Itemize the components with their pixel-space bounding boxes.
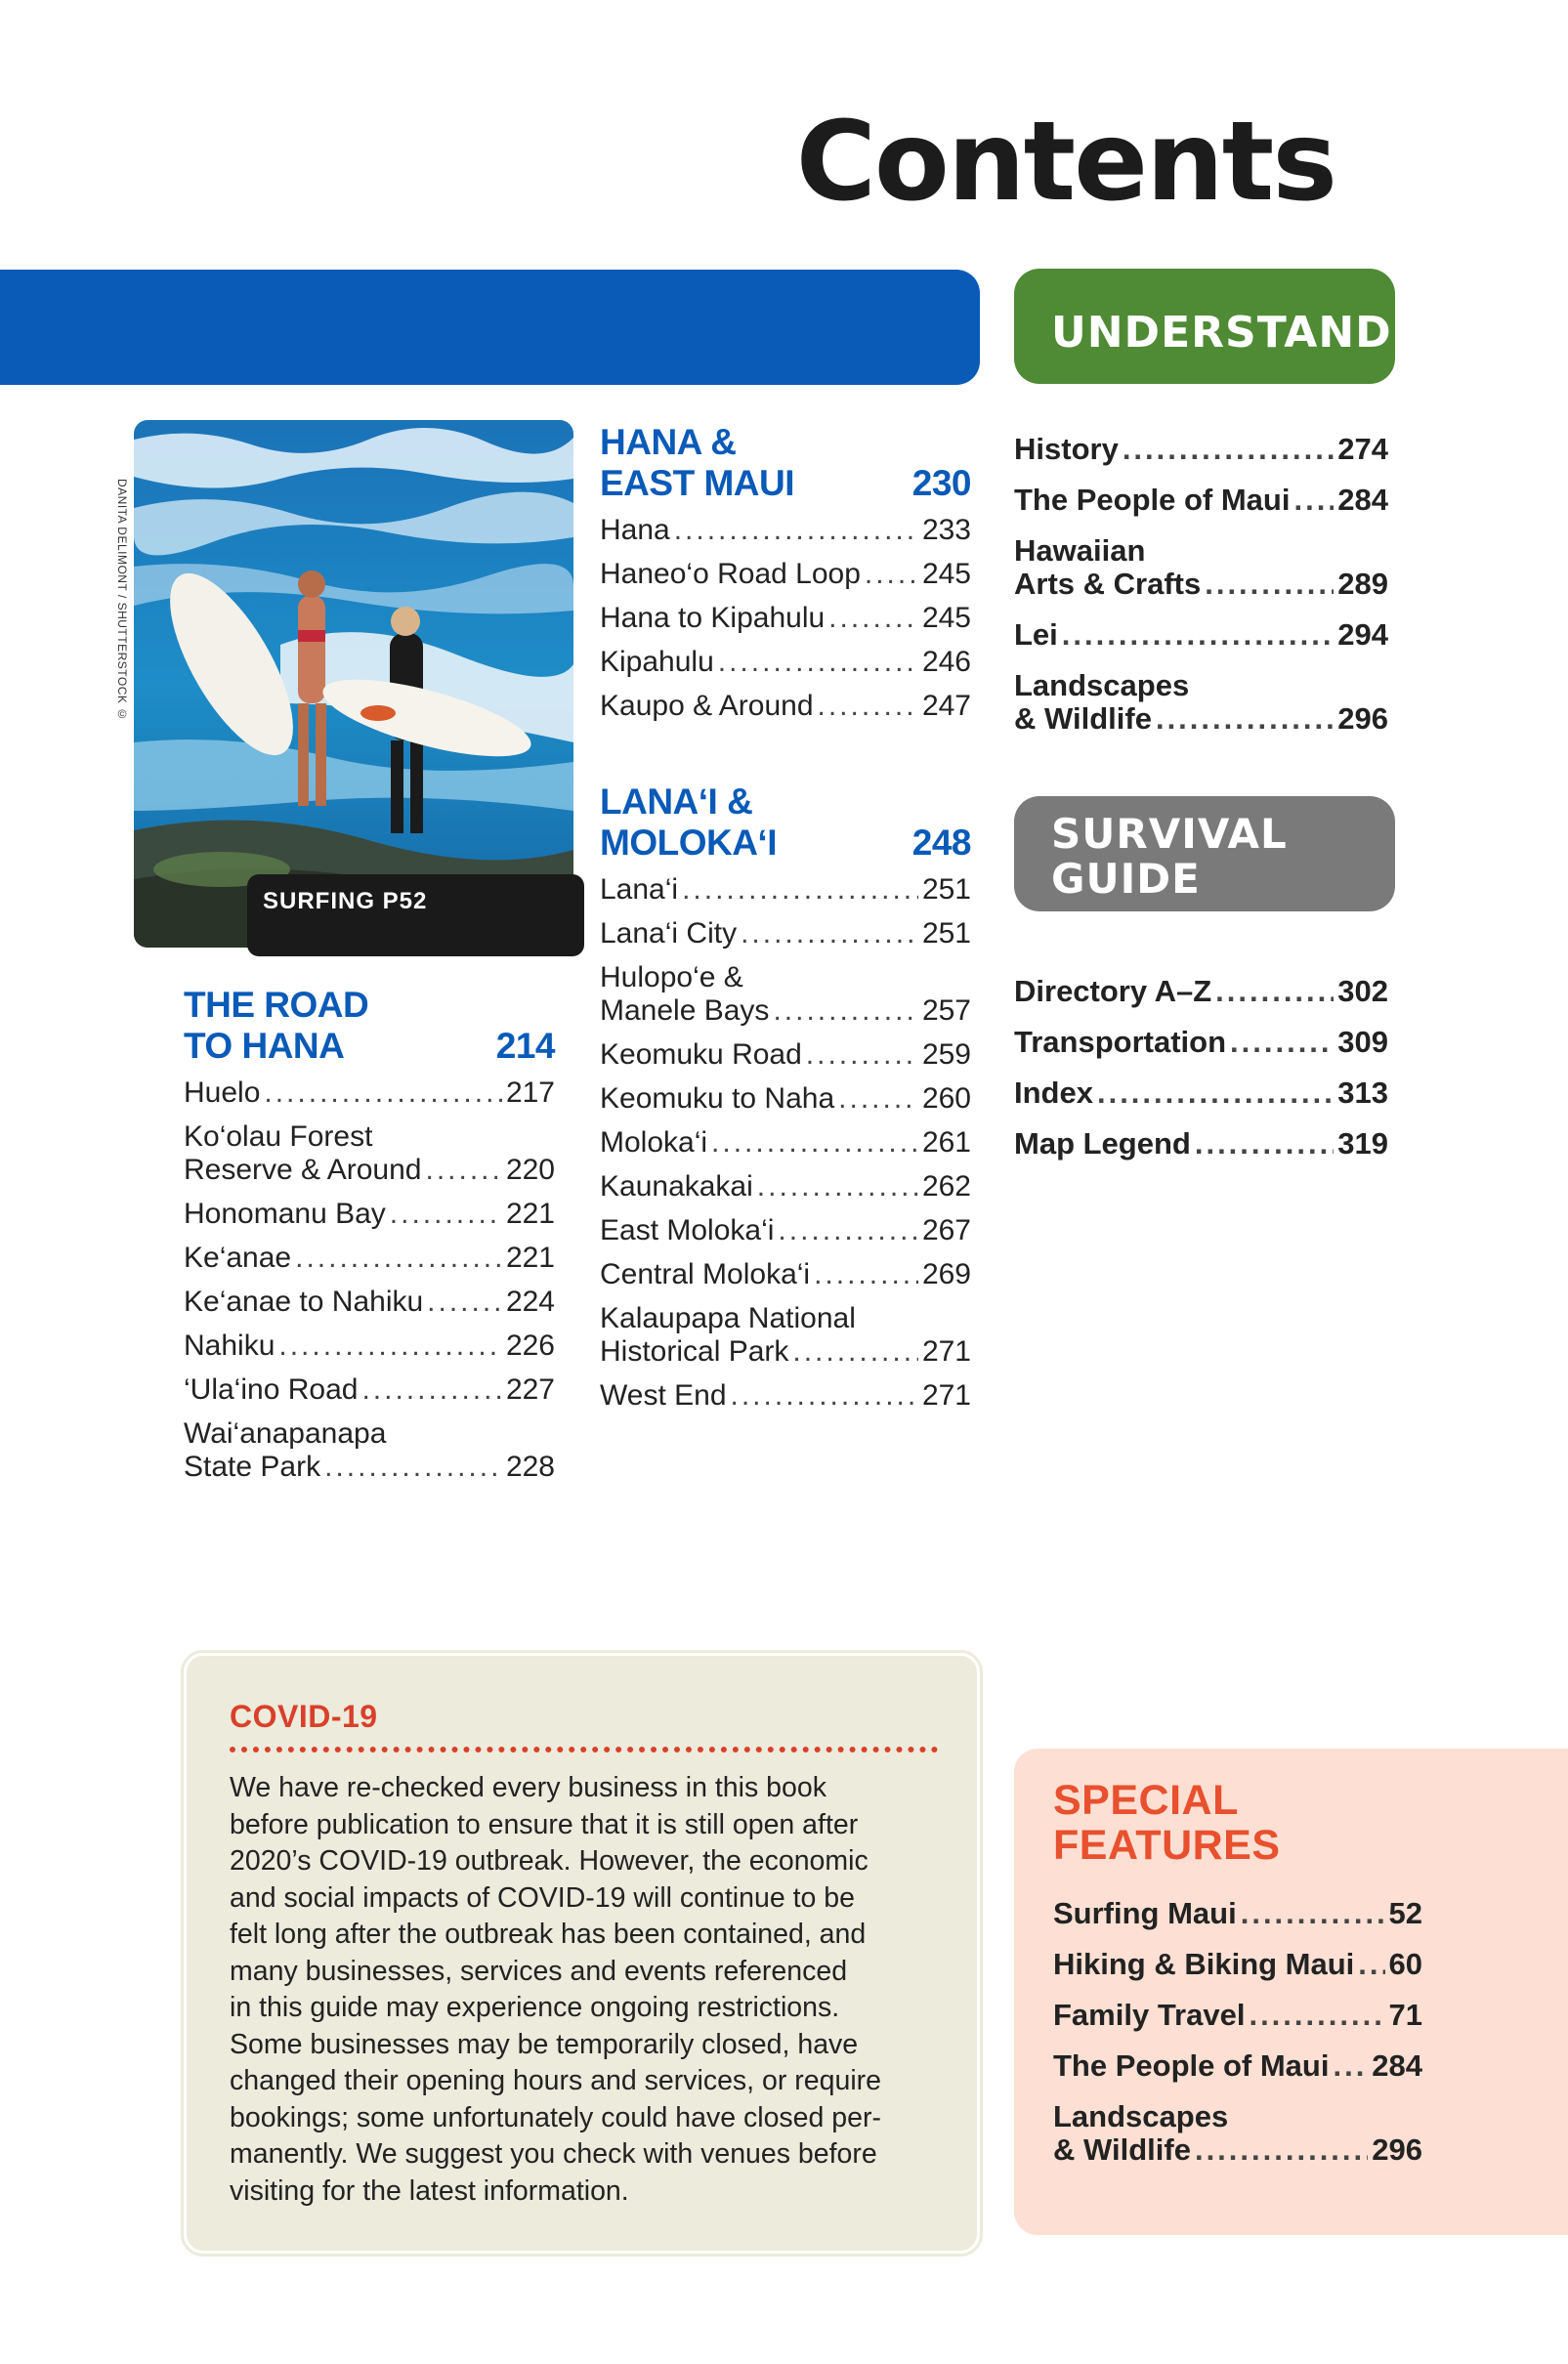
toc-entry <box>1014 1026 1388 1059</box>
toc-entry-page: 227 <box>505 1373 555 1406</box>
dot-leader <box>1358 1948 1384 1981</box>
toc-entry-name: Lana‘i City <box>600 917 738 950</box>
toc-entry-page: 261 <box>921 1126 971 1159</box>
toc-entry-name: Keomuku to Naha <box>600 1082 835 1115</box>
toc-entry <box>184 1417 555 1484</box>
toc-entry-page: 233 <box>921 514 971 546</box>
toc-entry-name: Lana‘i <box>600 873 679 906</box>
toc-entry-page: 294 <box>1337 617 1388 652</box>
toc-entry-page: 224 <box>505 1286 555 1318</box>
toc-entry-page: 220 <box>505 1154 555 1186</box>
surfing-photo <box>134 420 573 948</box>
toc-entry-name: Honomanu Bay <box>184 1198 386 1230</box>
toc-entry-name: Hana <box>600 514 670 546</box>
toc-entry-name: Ko‘olau Forest <box>184 1120 373 1153</box>
survival-label-line2: GUIDE <box>1051 855 1201 903</box>
toc-entry <box>600 1379 971 1413</box>
toc-section-road-to-hana <box>184 985 555 1495</box>
survival-label-line1: SURVIVAL <box>1051 810 1288 858</box>
heading-page: 248 <box>911 823 971 863</box>
toc-entry-page: 271 <box>921 1379 971 1412</box>
toc-entry-page: 60 <box>1388 1947 1422 1981</box>
dot-leader <box>295 1242 502 1275</box>
toc-entry-name: Keomuku Road <box>600 1038 802 1071</box>
covid-line: and social impacts of COVID-19 will continue to be <box>230 1881 855 1914</box>
toc-list <box>1014 975 1388 1161</box>
toc-entry-name: East Moloka‘i <box>600 1214 775 1246</box>
covid-line: bookings; some unfortunately could have closed per- <box>230 2101 881 2133</box>
toc-entry <box>1014 1076 1388 1110</box>
toc-entry-name: The People of Maui <box>1014 483 1291 517</box>
dot-leader <box>792 1335 918 1369</box>
toc-entry-name: Hawaiian <box>1014 533 1146 568</box>
special-features-title <box>1053 1778 1568 1868</box>
dot-leader <box>1293 484 1334 517</box>
toc-entry-name: & Wildlife <box>1014 701 1152 736</box>
covid-line: many businesses, services and events referenced <box>230 1955 848 1987</box>
dot-leader <box>1215 975 1334 1008</box>
covid-text <box>230 1770 938 2210</box>
toc-entry-page: 71 <box>1388 1998 1422 2032</box>
toc-entry-page: 260 <box>921 1082 971 1115</box>
toc-entry-page: 302 <box>1337 974 1388 1008</box>
toc-entry-page: 228 <box>505 1451 555 1483</box>
dot-leader <box>1062 618 1334 652</box>
covid-title: COVID-19 <box>230 1699 378 1734</box>
understand-section-label: UNDERSTAND <box>1014 269 1395 384</box>
dot-leader <box>682 873 918 907</box>
toc-entry-name: State Park <box>184 1451 321 1483</box>
toc-entry-name: History <box>1014 432 1119 466</box>
toc-entry-page: 289 <box>1337 567 1388 601</box>
heading-line2: MOLOKA‘I <box>600 823 777 863</box>
dot-leader <box>718 646 918 679</box>
toc-entry <box>600 1170 971 1203</box>
dot-leader <box>1195 1127 1334 1161</box>
toc-entry <box>600 961 971 1028</box>
toc-entry-name: Map Legend <box>1014 1126 1191 1161</box>
toc-entry-page: 284 <box>1337 483 1388 517</box>
toc-entry <box>184 1198 555 1231</box>
toc-entry-name: Moloka‘i <box>600 1126 708 1159</box>
dot-leader <box>1195 2133 1368 2167</box>
photo-credit: DANITA DELIMONT / SHUTTERSTOCK © <box>115 479 129 722</box>
toc-entry-name: ‘Ula‘ino Road <box>184 1373 359 1406</box>
toc-entry <box>1014 484 1388 517</box>
dot-leader <box>818 690 918 723</box>
toc-entry-name: Directory A–Z <box>1014 974 1212 1008</box>
toc-entry <box>184 1286 555 1319</box>
toc-entry <box>1014 975 1388 1008</box>
dot-leader <box>757 1170 918 1203</box>
toc-list <box>600 514 971 723</box>
photo-caption: SURFING P52 <box>247 874 584 956</box>
dot-leader <box>828 602 918 635</box>
covid-line: manently. We suggest you check with venues before <box>230 2138 877 2170</box>
toc-entry <box>600 917 971 950</box>
toc-entry <box>600 690 971 723</box>
toc-entry <box>1053 2049 1422 2083</box>
toc-entry-page: 259 <box>921 1038 971 1071</box>
toc-entry <box>1014 669 1388 736</box>
toc-entry <box>1053 1948 1422 1981</box>
toc-entry-name: Manele Bays <box>600 994 770 1027</box>
toc-entry-name: Historical Park <box>600 1335 789 1368</box>
toc-entry <box>1014 433 1388 466</box>
toc-section-survival-guide <box>1014 965 1388 1178</box>
section-heading <box>600 781 971 864</box>
toc-entry-page: 226 <box>505 1330 555 1362</box>
toc-entry-name: Transportation <box>1014 1025 1227 1059</box>
toc-entry <box>1014 618 1388 652</box>
toc-section-lanai-molokai <box>600 781 971 1423</box>
dot-leader <box>741 917 918 950</box>
toc-section-understand <box>1014 423 1388 753</box>
section-heading <box>600 422 971 504</box>
blue-header-bar <box>0 270 980 385</box>
section-heading <box>184 985 555 1067</box>
heading-line1: HANA & <box>600 422 737 462</box>
special-title-line2: FEATURES <box>1053 1822 1281 1869</box>
toc-entry-name: Hiking & Biking Maui <box>1053 1947 1355 1981</box>
toc-entry-page: 296 <box>1372 2132 1422 2167</box>
dot-leader <box>1205 568 1334 601</box>
toc-entry-page: 221 <box>505 1198 555 1230</box>
covid-line: visiting for the latest information. <box>230 2174 629 2207</box>
toc-entry-page: 251 <box>921 917 971 950</box>
toc-entry <box>600 602 971 635</box>
toc-entry <box>600 1126 971 1160</box>
toc-entry-name: Family Travel <box>1053 1998 1246 2032</box>
toc-entry-page: 271 <box>921 1335 971 1368</box>
survival-guide-section-label <box>1014 796 1395 911</box>
toc-entry-name: Hulopo‘e & <box>600 961 743 993</box>
toc-entry-page: 319 <box>1337 1126 1388 1161</box>
toc-entry-name: Ke‘anae <box>184 1242 292 1274</box>
dot-leader <box>806 1038 918 1072</box>
dot-leader <box>865 558 918 591</box>
dot-leader <box>1123 433 1334 466</box>
dotted-divider <box>230 1747 938 1752</box>
covid-line: changed their opening hours and services, or require <box>230 2065 881 2096</box>
toc-entry <box>1014 534 1388 601</box>
toc-entry <box>184 1242 555 1275</box>
special-title-line1: SPECIAL <box>1053 1777 1239 1824</box>
covid-line: felt long after the outbreak has been contained, and <box>230 1919 867 1950</box>
toc-entry-name: Arts & Crafts <box>1014 567 1202 601</box>
dot-leader <box>731 1379 918 1413</box>
toc-entry-page: 269 <box>921 1258 971 1290</box>
toc-section-hana-east-maui <box>600 422 971 734</box>
dot-leader <box>674 514 918 547</box>
toc-entry <box>600 1258 971 1291</box>
toc-list <box>1014 433 1388 736</box>
toc-entry <box>184 1120 555 1187</box>
toc-entry-name: Kipahulu <box>600 646 714 678</box>
dot-leader <box>711 1126 918 1160</box>
page-title: Contents <box>795 99 1335 226</box>
toc-entry <box>184 1076 555 1110</box>
toc-entry <box>600 646 971 679</box>
dot-leader <box>264 1076 502 1110</box>
toc-entry-page: 313 <box>1337 1076 1388 1110</box>
toc-entry-name: Kaupo & Around <box>600 690 814 722</box>
dot-leader <box>1241 1897 1385 1930</box>
toc-entry-name: Landscapes <box>1053 2099 1229 2133</box>
dot-leader <box>838 1082 918 1116</box>
covid-notice-box <box>184 1653 980 2254</box>
dot-leader <box>278 1330 502 1363</box>
dot-leader <box>390 1198 502 1231</box>
toc-entry-page: 274 <box>1337 432 1388 466</box>
toc-entry-page: 52 <box>1388 1896 1422 1930</box>
toc-entry-name: Haneo‘o Road Loop <box>600 558 861 590</box>
toc-entry-name: & Wildlife <box>1053 2132 1191 2167</box>
toc-entry <box>600 1082 971 1116</box>
toc-entry-name: Kaunakakai <box>600 1170 753 1203</box>
toc-entry <box>184 1373 555 1407</box>
toc-entry <box>1014 1127 1388 1161</box>
toc-list <box>600 873 971 1413</box>
toc-entry <box>600 558 971 591</box>
toc-entry-name: Reserve & Around <box>184 1154 422 1186</box>
heading-line2: TO HANA <box>184 1026 345 1066</box>
heading-line1: THE ROAD <box>184 985 369 1025</box>
covid-line: 2020’s COVID-19 outbreak. However, the economic <box>230 1845 869 1877</box>
toc-entry <box>1053 1897 1422 1930</box>
covid-line: before publication to ensure that it is still open after <box>230 1808 859 1840</box>
covid-line: We have re-checked every business in this book <box>230 1772 826 1803</box>
toc-entry <box>184 1330 555 1363</box>
heading-page: 230 <box>911 463 971 503</box>
dot-leader <box>425 1154 501 1187</box>
toc-entry-page: 246 <box>921 646 971 678</box>
toc-entry-name: The People of Maui <box>1053 2048 1330 2083</box>
toc-entry <box>600 1302 971 1369</box>
toc-entry-page: 245 <box>921 558 971 590</box>
toc-entry-page: 217 <box>505 1076 555 1109</box>
toc-entry-name: Surfing Maui <box>1053 1896 1237 1930</box>
toc-entry-page: 309 <box>1337 1025 1388 1059</box>
toc-entry-page: 284 <box>1372 2048 1422 2083</box>
covid-line: Some businesses may be temporarily closed, have <box>230 2028 859 2060</box>
toc-entry-name: Nahiku <box>184 1330 275 1362</box>
dot-leader <box>324 1451 502 1484</box>
toc-entry <box>1053 1999 1422 2032</box>
toc-entry-page: 262 <box>921 1170 971 1203</box>
dot-leader <box>1230 1026 1334 1059</box>
covid-line: in this guide may experience ongoing restrictions. <box>230 1992 840 2023</box>
dot-leader <box>814 1258 918 1291</box>
toc-entry-name: Hana to Kipahulu <box>600 602 826 634</box>
heading-line1: LANA‘I & <box>600 781 753 822</box>
heading-page: 214 <box>495 1026 555 1066</box>
special-features-box <box>1014 1749 1568 2235</box>
toc-entry-page: 245 <box>921 602 971 634</box>
toc-entry-name: Huelo <box>184 1076 261 1109</box>
dot-leader <box>427 1286 502 1319</box>
toc-entry-page: 247 <box>921 690 971 722</box>
dot-leader <box>773 994 918 1028</box>
dot-leader <box>1333 2049 1368 2083</box>
toc-entry-name: Kalaupapa National <box>600 1302 856 1334</box>
toc-entry <box>600 514 971 547</box>
dot-leader <box>1097 1076 1334 1110</box>
toc-entry-page: 267 <box>921 1214 971 1246</box>
heading-line2: EAST MAUI <box>600 463 794 503</box>
toc-entry-name: Lei <box>1014 617 1058 652</box>
toc-entry-name: Wai‘anapanapa <box>184 1417 387 1450</box>
toc-entry-name: Central Moloka‘i <box>600 1258 811 1290</box>
toc-entry <box>600 1038 971 1072</box>
dot-leader <box>1249 1999 1384 2032</box>
toc-entry-name: Landscapes <box>1014 668 1190 702</box>
toc-entry-page: 296 <box>1337 701 1388 736</box>
dot-leader <box>778 1214 918 1247</box>
dot-leader <box>361 1373 502 1407</box>
toc-entry-name: Ke‘anae to Nahiku <box>184 1286 424 1318</box>
toc-entry-page: 257 <box>921 994 971 1027</box>
toc-list <box>1053 1897 1422 2167</box>
toc-entry-page: 221 <box>505 1242 555 1274</box>
toc-entry <box>600 873 971 907</box>
toc-entry-name: Index <box>1014 1076 1093 1110</box>
toc-entry <box>1053 2100 1422 2167</box>
toc-list <box>184 1076 555 1484</box>
toc-entry <box>600 1214 971 1247</box>
toc-entry-page: 251 <box>921 873 971 906</box>
dot-leader <box>1156 702 1334 736</box>
toc-entry-name: West End <box>600 1379 727 1412</box>
